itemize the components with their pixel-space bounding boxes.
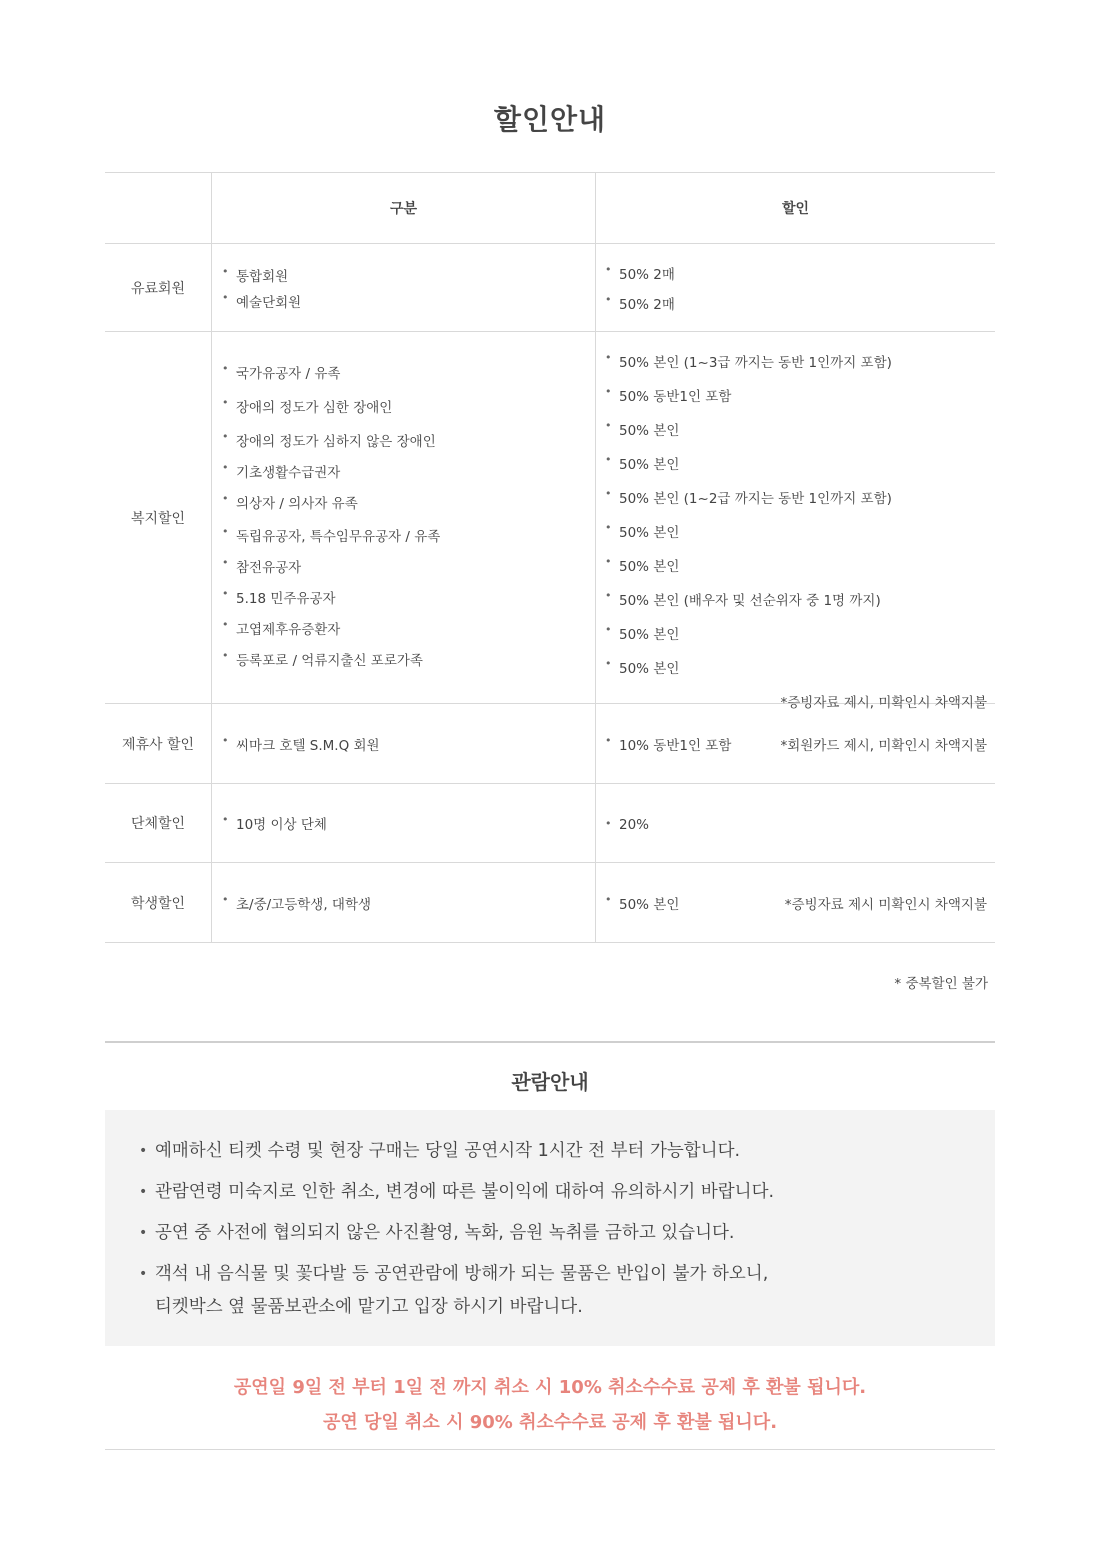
guide-item bbox=[139, 1217, 995, 1250]
list-item: • 50% 본인 bbox=[605, 623, 987, 643]
list-item: • 5.18 민주유공자 bbox=[222, 587, 595, 607]
proof-note: *증빙자료 제시 미확인시 차액지불 bbox=[784, 896, 987, 913]
table-row bbox=[105, 332, 995, 711]
guide-item bbox=[139, 1135, 995, 1168]
list-item: • 씨마크 호텔 S.M.Q 회원 bbox=[222, 734, 595, 754]
list-item: • 국가유공자 / 유족 bbox=[222, 362, 595, 382]
row-label: 유료회원 bbox=[105, 244, 212, 331]
list-item: • 참전유공자 bbox=[222, 556, 595, 576]
discount-table bbox=[105, 172, 995, 943]
refund-line: 공연일 9일 전 부터 1일 전 까지 취소 시 10% 취소수수료 공제 후 환불 됩니다. bbox=[233, 1377, 867, 1398]
category-cell bbox=[212, 784, 596, 862]
refund-notice bbox=[105, 1346, 995, 1450]
guide-box bbox=[105, 1110, 995, 1346]
header-blank-cell bbox=[105, 173, 212, 243]
list-item: • 장애의 정도가 심한 장애인 bbox=[222, 396, 595, 416]
row-label: 단체할인 bbox=[105, 784, 212, 862]
refund-line: 공연 당일 취소 시 90% 취소수수료 공제 후 환불 됩니다. bbox=[322, 1412, 778, 1433]
list-item: • 50% 본인 bbox=[605, 453, 987, 473]
guide-item-text: • 객석 내 음식물 및 꽃다발 등 공연관람에 방해가 되는 물품은 반입이 불가 하오니, bbox=[155, 1264, 769, 1284]
guide-item bbox=[139, 1176, 995, 1209]
list-item: • 50% 본인 bbox=[605, 893, 679, 913]
header-category: 구분 bbox=[212, 173, 596, 243]
list-item: • 기초생활수급권자 bbox=[222, 461, 595, 481]
header-discount: 할인 bbox=[781, 201, 810, 217]
guide-item-text: 공연 중 사전에 협의되지 않은 사진촬영, 녹화, 음원 녹취를 금하고 있습니다. bbox=[155, 1223, 735, 1243]
discount-title: 할인안내 bbox=[493, 103, 607, 136]
list-item: • 20% bbox=[605, 817, 987, 833]
discount-cell bbox=[596, 244, 995, 331]
list-item: • 50% 본인 bbox=[605, 555, 987, 575]
list-item: • 장애의 정도가 심하지 않은 장애인 bbox=[222, 430, 595, 450]
category-cell bbox=[212, 244, 596, 331]
list-item: • 등록포로 / 억류지출신 포로가족 bbox=[222, 649, 595, 669]
category-cell bbox=[212, 863, 596, 942]
list-item: • 예술단회원 bbox=[222, 291, 595, 311]
discount-cell bbox=[596, 784, 995, 862]
list-item: • 10명 이상 단체 bbox=[222, 813, 595, 833]
category-cell bbox=[212, 332, 596, 703]
list-item: • 통합회원 bbox=[222, 265, 595, 285]
discount-cell bbox=[596, 704, 995, 783]
proof-note: *회원카드 제시, 미확인시 차액지불 bbox=[780, 737, 987, 754]
table-row bbox=[105, 863, 995, 943]
guide-title: 관람안내 bbox=[511, 1070, 589, 1094]
guide-item-text: 예매하신 티켓 수령 및 현장 구매는 당일 공연시작 1시간 전 부터 가능합니다. bbox=[155, 1141, 741, 1161]
proof-note: *증빙자료 제시, 미확인시 차액지불 bbox=[780, 695, 987, 711]
list-item: • 50% 동반1인 포함 bbox=[605, 385, 987, 405]
discount-cell bbox=[596, 332, 995, 711]
list-item: • 50% 본인 bbox=[605, 419, 987, 439]
table-row bbox=[105, 244, 995, 332]
list-item: • 초/중/고등학생, 대학생 bbox=[222, 893, 595, 913]
row-label: 제휴사 할인 bbox=[105, 704, 212, 783]
guide-item bbox=[139, 1258, 995, 1324]
list-item: • 50% 본인 bbox=[605, 657, 987, 677]
list-item: • 50% 본인 (배우자 및 선순위자 중 1명 까지) bbox=[605, 589, 987, 609]
list-item: • 고엽제후유증환자 bbox=[222, 618, 595, 638]
guide-item-text: 관람연령 미숙지로 인한 취소, 변경에 따른 불이익에 대하여 유의하시기 바랍니다. bbox=[155, 1182, 775, 1202]
no-duplicate-discount-note: * 중복할인 불가 bbox=[894, 976, 988, 992]
table-header-row bbox=[105, 173, 995, 244]
section-divider bbox=[105, 1041, 995, 1043]
row-label: 학생할인 bbox=[105, 863, 212, 942]
guide-item-text: 티켓박스 옆 물품보관소에 맡기고 입장 하시기 바랍니다. bbox=[155, 1297, 583, 1317]
list-item: • 10% 동반1인 포함 bbox=[605, 734, 731, 754]
list-item: • 독립유공자, 특수임무유공자 / 유족 bbox=[222, 525, 595, 545]
table-row bbox=[105, 784, 995, 863]
row-label: 복지할인 bbox=[105, 332, 212, 703]
table-row bbox=[105, 704, 995, 784]
list-item: • 50% 2매 bbox=[605, 293, 987, 313]
list-item: • 50% 본인 (1~2급 까지는 동반 1인까지 포함) bbox=[605, 487, 987, 507]
category-cell bbox=[212, 704, 596, 783]
list-item: • 50% 2매 bbox=[605, 263, 987, 283]
list-item: • 의상자 / 의사자 유족 bbox=[222, 492, 595, 512]
list-item: • 50% 본인 (1~3급 까지는 동반 1인까지 포함) bbox=[605, 351, 987, 371]
discount-cell bbox=[596, 863, 995, 942]
list-item: • 50% 본인 bbox=[605, 521, 987, 541]
